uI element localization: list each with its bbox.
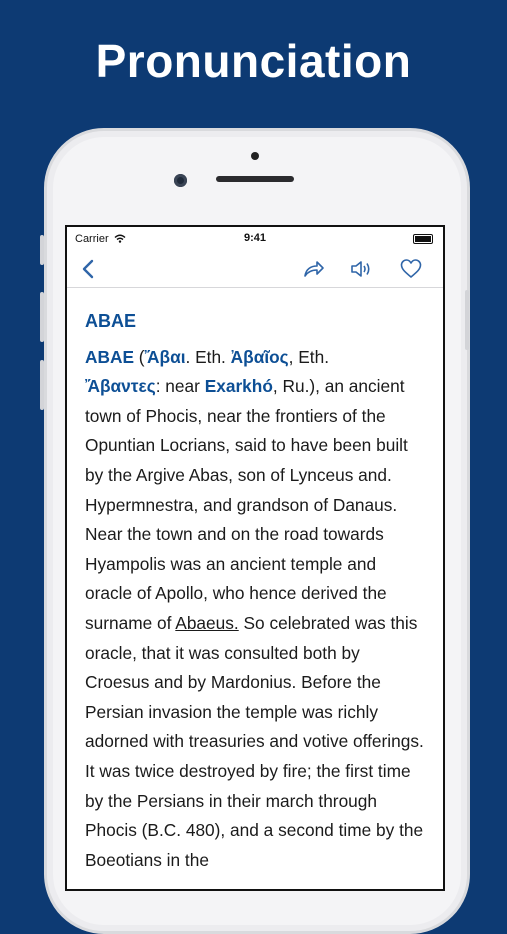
body-text: . Eth.	[185, 346, 231, 367]
speaker-icon[interactable]	[349, 257, 373, 281]
greek-ethnic: Ἀβαῖος	[230, 346, 289, 367]
navbar-divider	[67, 287, 443, 288]
status-bar	[67, 227, 443, 249]
battery-icon	[413, 234, 433, 244]
phone-power-button	[465, 290, 469, 350]
article-content	[85, 307, 425, 875]
phone-side-button	[40, 235, 44, 265]
back-chevron-icon[interactable]	[77, 257, 101, 281]
body-text: , Eth.	[288, 346, 330, 367]
share-icon[interactable]	[301, 257, 325, 281]
banner-title: Pronunciation	[95, 35, 412, 87]
earpiece-speaker	[216, 176, 294, 182]
headword: ABAE	[85, 346, 134, 367]
front-camera	[174, 174, 187, 187]
status-time: 9:41	[243, 232, 267, 244]
cross-reference-link[interactable]: Abaeus.	[175, 612, 239, 633]
entry-title: ABAE	[85, 311, 137, 331]
carrier-text: Carrier	[75, 233, 109, 245]
body-text: : near	[155, 376, 205, 397]
navigation-bar	[67, 251, 443, 287]
body-text: So celebrated was this oracle, that it was consulted both by Croesus and by Mardonius. Before the Persian invasion the temple was richly adorned with treasuries and votive offerings. It was twice destroyed by fire; the first time by the Persians in their march through Phocis (B.C. 480), and a second time by the Boeotians in the	[85, 612, 424, 870]
greek-plural: Ἄβαντες	[85, 376, 156, 397]
body-text: (	[133, 346, 145, 367]
app-screen	[65, 225, 445, 891]
body-text: , Ru.), an ancient town of Phocis, near the frontiers of the Opuntian Locrians, said to have been built by the Argive Abas, son of Lynceus and. Hypermnestra, and grandson of Danaus. Near the town and on the road towards Hyampolis was an ancient temple and oracle of Apollo, who hence derived the surname of	[85, 376, 408, 633]
greek-name: Ἄβαι	[144, 346, 186, 367]
phone-volume-up	[40, 292, 44, 342]
modern-name: Exarkhó	[204, 376, 273, 397]
entry-body	[85, 343, 425, 876]
phone-volume-down	[40, 360, 44, 410]
proximity-sensor	[251, 152, 259, 160]
heart-icon[interactable]	[399, 257, 423, 281]
